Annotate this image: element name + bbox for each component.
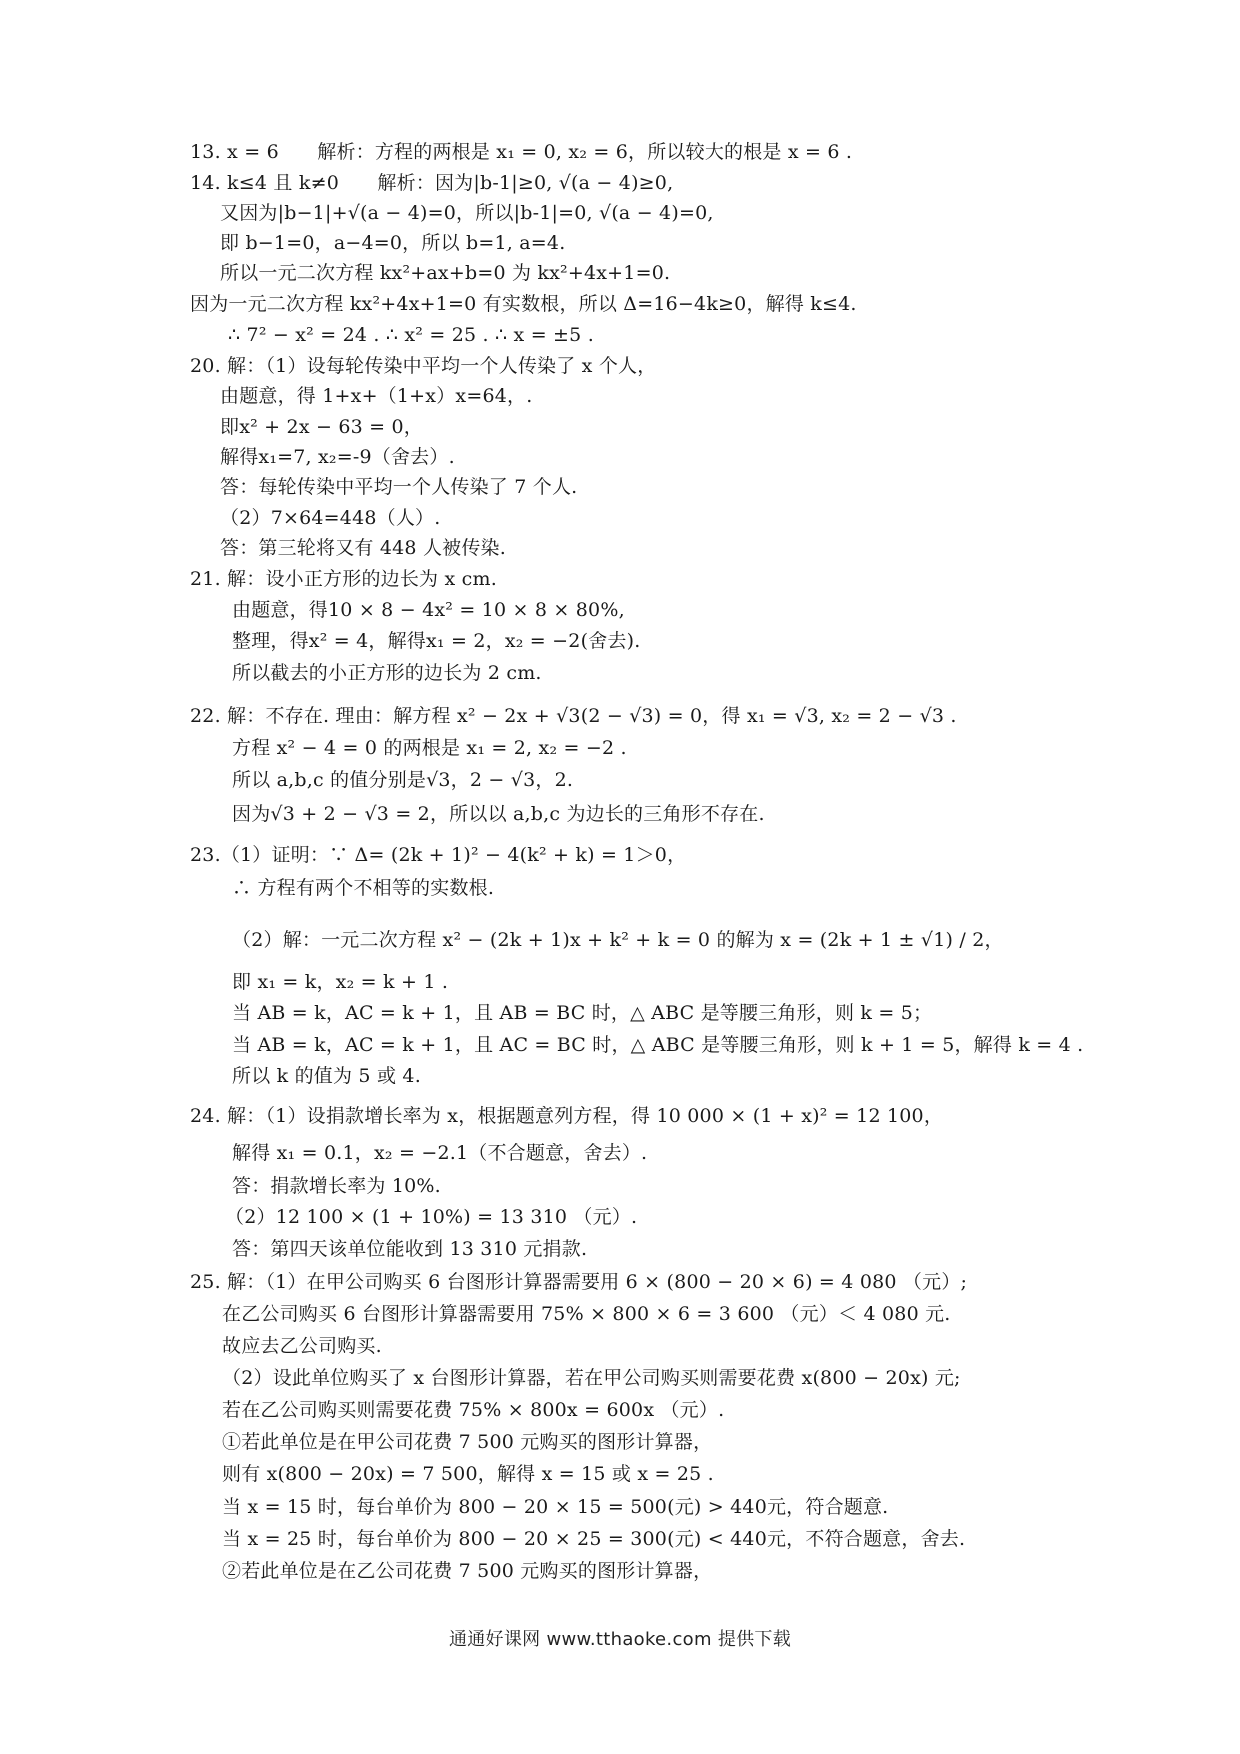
text-line: 24. 解：（1）设捐款增长率为 x，根据题意列方程，得 10 000 × (1 + x)² = 12 100， [190,1105,944,1127]
text-line: 若在乙公司购买则需要花费 75% × 800x = 600x （元）. [222,1399,725,1421]
text-line: 因为√3 + 2 − √3 = 2，所以以 a,b,c 为边长的三角形不存在. [232,803,765,825]
text-line: 因为一元二次方程 kx²+4x+1=0 有实数根，所以 Δ=16−4k≥0，解得 k≤4. [190,293,857,315]
text-line: （2）设此单位购买了 x 台图形计算器，若在甲公司购买则需要花费 x(800 − 20x) 元; [222,1367,961,1389]
text-line: 方程 x² − 4 = 0 的两根是 x₁ = 2, x₂ = −2 . [232,737,627,759]
text-line: 由题意，得 1+x+（1+x）x=64，. [220,385,533,407]
text-line: 当 x = 15 时，每台单价为 800 − 20 × 15 = 500(元) > 440元，符合题意. [222,1496,889,1518]
text-line: 解得x₁=7, x₂=-9（舍去）. [220,446,455,468]
text-line: 答：每轮传染中平均一个人传染了 7 个人. [220,476,578,498]
text-line: 20. 解：（1）设每轮传染中平均一个人传染了 x 个人， [190,355,657,377]
text-line: ①若此单位是在甲公司花费 7 500 元购买的图形计算器， [222,1431,713,1453]
text-line: 解得 x₁ = 0.1，x₂ = −2.1（不合题意，舍去）. [232,1142,648,1164]
text-line: （2）解：一元二次方程 x² − (2k + 1)x + k² + k = 0 的解为 x = (2k + 1 ± √1) / 2， [232,929,1004,951]
text-line: 则有 x(800 − 20x) = 7 500，解得 x = 15 或 x = 25 . [222,1463,714,1485]
text-line: 又因为|b−1|+√(a − 4)=0，所以|b-1|=0, √(a − 4)=0, [220,202,714,224]
text-line: 答：第四天该单位能收到 13 310 元捐款. [232,1238,588,1260]
text-line: 当 x = 25 时，每台单价为 800 − 20 × 25 = 300(元) < 440元，不符合题意，舍去. [222,1528,966,1550]
page-footer: 通通好课网 www.tthaoke.com 提供下载 [448,1629,792,1650]
text-line: 14. k≤4 且 k≠0 解析：因为|b-1|≥0, √(a − 4)≥0, [190,172,674,194]
text-line: 当 AB = k，AC = k + 1，且 AB = BC 时，△ ABC 是等腰三角形，则 k = 5； [232,1002,933,1024]
text-line: 答：捐款增长率为 10%. [232,1175,441,1197]
text-line: 25. 解：（1）在甲公司购买 6 台图形计算器需要用 6 × (800 − 20 × 6) = 4 080 （元）; [190,1271,968,1293]
text-line: ②若此单位是在乙公司花费 7 500 元购买的图形计算器， [222,1560,713,1582]
text-line: 即 b−1=0，a−4=0，所以 b=1, a=4. [220,232,566,254]
text-line: 即 x₁ = k，x₂ = k + 1 . [232,971,449,993]
text-line: 所以 a,b,c 的值分别是√3，2 − √3，2. [232,769,574,791]
text-line: 13. x = 6 解析：方程的两根是 x₁ = 0, x₂ = 6，所以较大的根是 x = 6 . [190,141,853,163]
text-line: 所以一元二次方程 kx²+ax+b=0 为 kx²+4x+1=0. [220,262,671,284]
text-line: 即x² + 2x − 63 = 0， [220,416,423,438]
text-line: 22. 解：不存在. 理由：解方程 x² − 2x + √3(2 − √3) = 0，得 x₁ = √3, x₂ = 2 − √3 . [190,705,957,727]
text-line: 21. 解：设小正方形的边长为 x cm. [190,568,497,590]
text-line: 当 AB = k，AC = k + 1，且 AC = BC 时，△ ABC 是等腰三角形，则 k + 1 = 5，解得 k = 4 . [232,1034,1084,1056]
text-line: 所以 k 的值为 5 或 4. [232,1065,421,1087]
text-line: 由题意，得10 × 8 − 4x² = 10 × 8 × 80%, [232,599,625,621]
text-line: 整理，得x² = 4，解得x₁ = 2，x₂ = −2(舍去). [232,630,641,652]
text-line: 所以截去的小正方形的边长为 2 cm. [232,662,542,684]
text-line: 故应去乙公司购买. [222,1335,382,1357]
text-line: 在乙公司购买 6 台图形计算器需要用 75% × 800 × 6 = 3 600 （元）＜ 4 080 元. [222,1303,951,1325]
text-line: （2）7×64=448（人）. [220,507,441,529]
text-line: ∴ 方程有两个不相等的实数根. [232,877,495,899]
text-line: 23.（1）证明：∵ Δ= (2k + 1)² − 4(k² + k) = 1＞0， [190,844,687,866]
text-line: ∴ 7² − x² = 24 . ∴ x² = 25 . ∴ x = ±5 . [228,324,594,346]
text-line: （2）12 100 × (1 + 10%) = 13 310 （元）. [225,1206,638,1228]
text-line: 答：第三轮将又有 448 人被传染. [220,537,506,559]
